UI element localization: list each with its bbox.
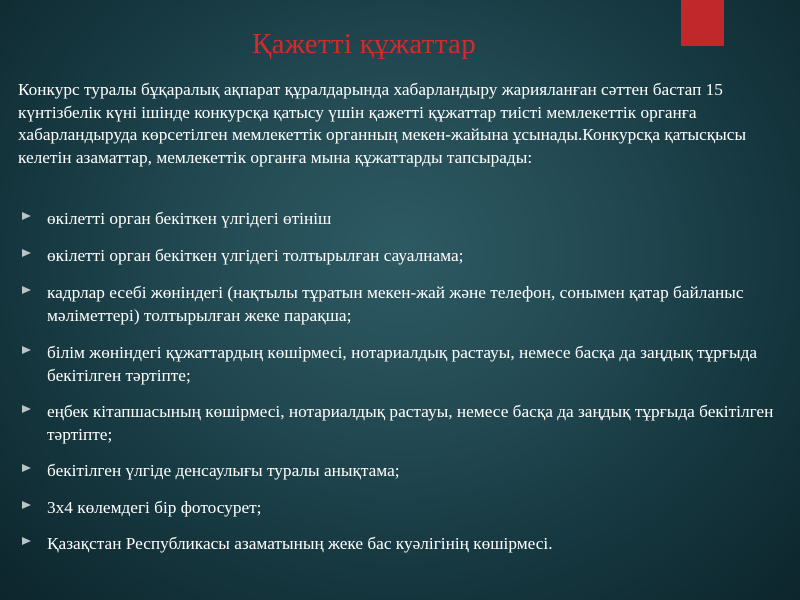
- red-accent-tab: [681, 0, 724, 46]
- intro-paragraph: Конкурс туралы бұқаралық ақпарат құралдарында хабарландыру жарияланған сәттен бастап 15 күнтізбелік күні ішінде конкурсқа қатысу үшін қажетті құжаттар тиісті мемлекеттік органға хабарландыруда көрсетілген мемлекеттік органның мекен-жайына ұсынады.Конкурсқа қатысқысы келетін азаматтар, мемлекеттік органға мына құжаттарды тапсырады:: [18, 80, 747, 167]
- list-item-text: Қазақстан Республикасы азаматының жеке бас куәлігінің көшірмесі.: [47, 534, 553, 553]
- list-item-text: өкілетті орган бекіткен үлгідегі өтініш: [47, 209, 332, 228]
- triangle-bullet-icon: [22, 501, 31, 509]
- slide-title: Қажетті құжаттар: [252, 28, 477, 60]
- list-item-text: 3х4 көлемдегі бір фотосурет;: [47, 498, 262, 517]
- triangle-bullet-icon: [22, 286, 31, 294]
- list-item-text: кадрлар есебі жөніндегі (нақтылы тұратын мекен-жай және телефон, сонымен қатар байланыс мәліметтері) толтырылған жеке парақша;: [47, 283, 744, 325]
- triangle-bullet-icon: [22, 212, 31, 220]
- triangle-bullet-icon: [22, 249, 31, 257]
- list-item-text: білім жөніндегі құжаттардың көшірмесі, нотариалдық растауы, немесе басқа да заңдық тұрғыда бекітілген тәртіпте;: [47, 343, 758, 385]
- list-item-text: еңбек кітапшасының көшірмесі, нотариалдық растауы, немесе басқа да заңдық тұрғыда бекітілген тәртіпте;: [47, 402, 774, 444]
- triangle-bullet-icon: [22, 346, 31, 354]
- triangle-bullet-icon: [22, 537, 31, 545]
- list-item-text: бекітілген үлгіде денсаулығы туралы анықтама;: [47, 461, 400, 480]
- list-item-text: өкілетті орган бекіткен үлгідегі толтырылған сауалнама;: [47, 246, 464, 265]
- triangle-bullet-icon: [22, 464, 31, 472]
- triangle-bullet-icon: [22, 405, 31, 413]
